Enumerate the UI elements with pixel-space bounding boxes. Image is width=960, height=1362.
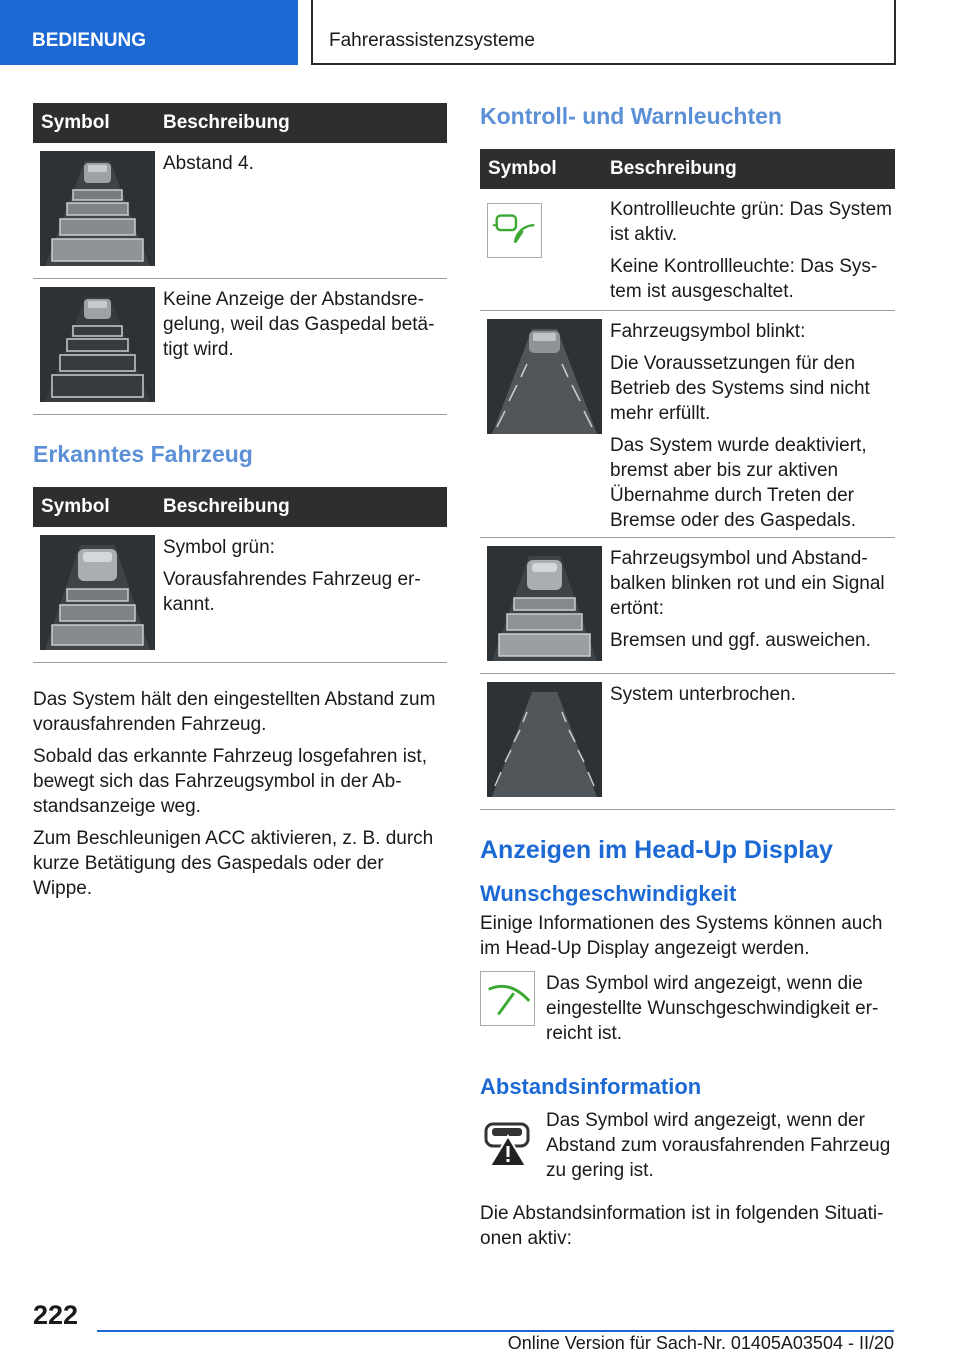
footer-divider <box>97 1330 894 1332</box>
body-paragraph: Die Abstandsinformation ist in folgenden Situationen aktiv: <box>480 1203 884 1249</box>
col-description: Beschreibung <box>610 158 737 179</box>
col-description: Beschreibung <box>163 112 290 133</box>
heading-recognized-vehicle: Erkanntes Fahrzeug <box>33 441 253 467</box>
right-column <box>480 103 895 1258</box>
distance-icon-description: Das Symbol wird angezeigt, wenn der Abstand zum vorausfahrenden Fahrzeug zu gering ist. <box>546 1110 891 1181</box>
footer-text: Online Version für Sach-Nr. 01405A03504 - II/20 <box>507 1333 894 1353</box>
description-text: Keine Kontrollleuchte: Das System ist ausgeschaltet. <box>610 256 878 302</box>
table-row <box>33 143 447 279</box>
body-paragraph: Sobald das erkannte Fahrzeug losgefahren ist, bewegt sich das Fahrzeugsymbol in der Abstandsanzeige weg. <box>33 746 427 817</box>
table-header <box>480 149 895 189</box>
description-text: Kontrollleuchte grün: Das System ist aktiv. <box>610 199 892 245</box>
table-header <box>33 487 447 527</box>
description-text: Fahrzeugsymbol blinkt: <box>610 321 806 342</box>
table-header <box>33 103 447 143</box>
description-text: Die Voraussetzungen für den Betrieb des Systems sind nicht mehr erfüllt. <box>610 353 870 424</box>
table-row <box>33 527 447 663</box>
heading-indicator-lights: Kontroll- und Warnleuchten <box>480 103 782 129</box>
body-paragraph: Einige Informationen des Systems können auch im Head-Up Display angezeigt werden. <box>480 913 883 959</box>
left-column <box>33 103 447 908</box>
description-text: Vorausfahrendes Fahrzeug erkannt. <box>163 569 421 615</box>
distance-4-icon <box>40 151 155 266</box>
section-label: BEDIENUNG <box>32 30 147 51</box>
description-text: Fahrzeugsymbol und Abstandbalken blinken rot und ein Signal ertönt: <box>610 548 885 619</box>
chapter-header <box>311 0 896 65</box>
description-text: Symbol grün: <box>163 537 275 558</box>
page-number: 222 <box>33 1300 79 1330</box>
section-tab <box>0 0 298 65</box>
description-text: Das System wurde deaktiviert, bremst aber bis zur aktiven Übernahme durch Treten der Bremse oder des Gaspedals. <box>610 435 867 531</box>
table-row <box>480 674 895 810</box>
vehicle-distance-red-icon <box>487 546 602 661</box>
chapter-label: Fahrerassistenzsysteme <box>329 30 535 51</box>
description-text: Bremsen und ggf. ausweichen. <box>610 630 871 651</box>
description-text: Keine Anzeige der Abstandsregelung, weil das Gaspedal betätigt wird. <box>163 289 435 360</box>
speed-info-row <box>480 971 895 1046</box>
table-row <box>480 538 895 674</box>
desired-speed-icon <box>480 971 535 1026</box>
table-row <box>33 279 447 415</box>
no-distance-display-icon <box>40 287 155 402</box>
system-interrupted-icon <box>487 682 602 797</box>
description-text: System unterbrochen. <box>610 684 796 705</box>
vehicle-symbol-flashing-icon <box>487 319 602 434</box>
distance-info-row <box>480 1108 895 1183</box>
table-row <box>480 189 895 311</box>
col-symbol: Symbol <box>488 158 557 179</box>
heading-desired-speed: Wunschgeschwindigkeit <box>480 881 737 906</box>
table-row <box>480 311 895 538</box>
speed-icon-description: Das Symbol wird angezeigt, wenn die eingestellte Wunschgeschwindigkeit erreicht ist. <box>546 973 879 1044</box>
col-symbol: Symbol <box>41 496 110 517</box>
vehicle-detected-icon <box>40 535 155 650</box>
heading-distance-info: Abstandsinformation <box>480 1074 702 1099</box>
description-text: Abstand 4. <box>163 153 254 174</box>
body-paragraph: Zum Beschleunigen ACC aktivieren, z. B. durch kurze Betätigung des Gaspedals oder der Wippe. <box>33 828 434 899</box>
col-symbol: Symbol <box>41 112 110 133</box>
heading-head-up-display: Anzeigen im Head-Up Display <box>480 836 833 864</box>
distance-warning-icon <box>480 1116 535 1171</box>
body-paragraph: Das System hält den eingestellten Abstand zum vorausfahrenden Fahrzeug. <box>33 689 436 735</box>
col-description: Beschreibung <box>163 496 290 517</box>
acc-indicator-green-icon <box>487 203 542 258</box>
